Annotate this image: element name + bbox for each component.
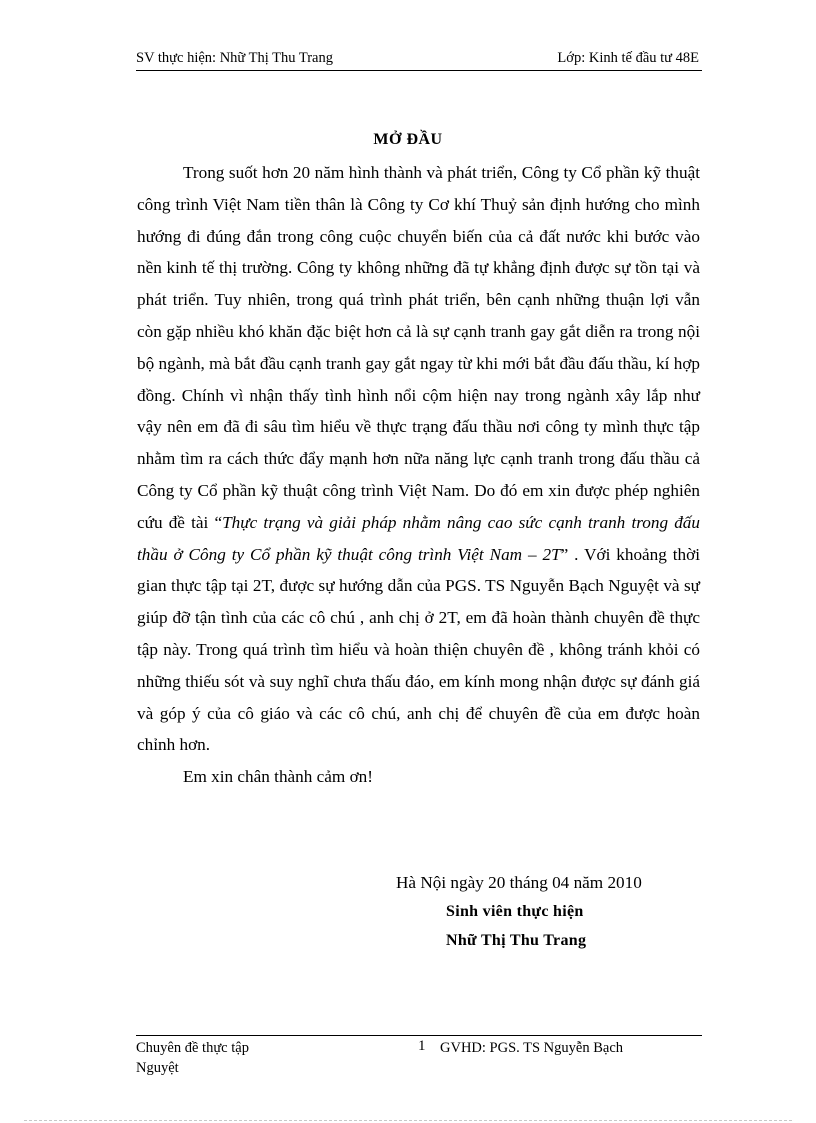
footer-advisor-wrap: Nguyệt (136, 1060, 179, 1076)
footer-doc-type: Chuyên đề thực tập (136, 1040, 249, 1056)
footer-advisor: GVHD: PGS. TS Nguyễn Bạch (440, 1040, 623, 1056)
page-footer (136, 1035, 702, 1076)
paragraph-thanks: Em xin chân thành cảm ơn! (183, 767, 373, 787)
closing-name: Nhữ Thị Thu Trang (446, 932, 587, 949)
page-number: 1 (418, 1038, 426, 1054)
header-student: SV thực hiện: Nhữ Thị Thu Trang (136, 50, 333, 66)
document-title: MỞ ĐẦU (373, 131, 443, 148)
page-boundary-line (24, 1120, 792, 1121)
paragraph-text-b: ” . Với khoảng thời gian thực tập tại 2T, được sự hướng dẫn của PGS. TS Nguyễn Bạch Nguyệt và sự giúp đỡ tận tình của các cô chú , anh chị ở 2T, em đã hoàn thành chuyên đề thực tập này. Trong quá trình tìm hiểu và hoàn thiện chuyên đề , không tránh khỏi có những thiếu sót và suy nghĩ chưa thấu đáo, em kính mong nhận được sự đánh giá và góp ý của cô giáo và các cô chú, anh chị để chuyên đề của em được hoàn chỉnh hơn. (137, 544, 700, 755)
page-header (136, 48, 702, 71)
header-class: Lớp: Kinh tế đầu tư 48E (557, 50, 699, 66)
closing-role: Sinh viên thực hiện (446, 903, 584, 920)
paragraph-intro (137, 157, 700, 761)
document-body (137, 157, 700, 793)
closing-date: Hà Nội ngày 20 tháng 04 năm 2010 (396, 873, 642, 892)
paragraph-text-a: Trong suốt hơn 20 năm hình thành và phát triển, Công ty Cổ phần kỹ thuật công trình Việt Nam tiền thân là Công ty Cơ khí Thuỷ sản định hướng cho mình hướng đi đúng đắn trong công cuộc chuyển biến của cả đất nước khi bước vào nền kinh tế thị trường. Công ty không những đã tự khẳng định được sự tồn tại và phát triển. Tuy nhiên, trong quá trình phát triển, bên cạnh những thuận lợi vẫn còn gặp nhiều khó khăn đặc biệt hơn cả là sự cạnh tranh gay gắt diễn ra trong nội bộ ngành, mà bắt đầu cạnh tranh gay gắt ngay từ khi mới bắt đầu đấu thầu, kí hợp đồng. Chính vì nhận thấy tình hình nổi cộm hiện nay trong ngành xây lắp như vậy nên em đã đi sâu tìm hiểu về thực trạng đấu thầu nơi công ty mình thực tập nhằm tìm ra cách thức đẩy mạnh hơn nữa năng lực cạnh tranh trong đấu thầu cả Công ty Cổ phần kỹ thuật công trình Việt Nam. Do đó em xin được phép nghiên cứu đề tài “ (137, 163, 700, 532)
thesis-topic: Thực trạng và giải pháp nhằm nâng cao sức cạnh tranh trong đấu thầu ở Công ty Cổ phần kỹ thuật công trình Việt Nam – 2T (137, 512, 700, 564)
